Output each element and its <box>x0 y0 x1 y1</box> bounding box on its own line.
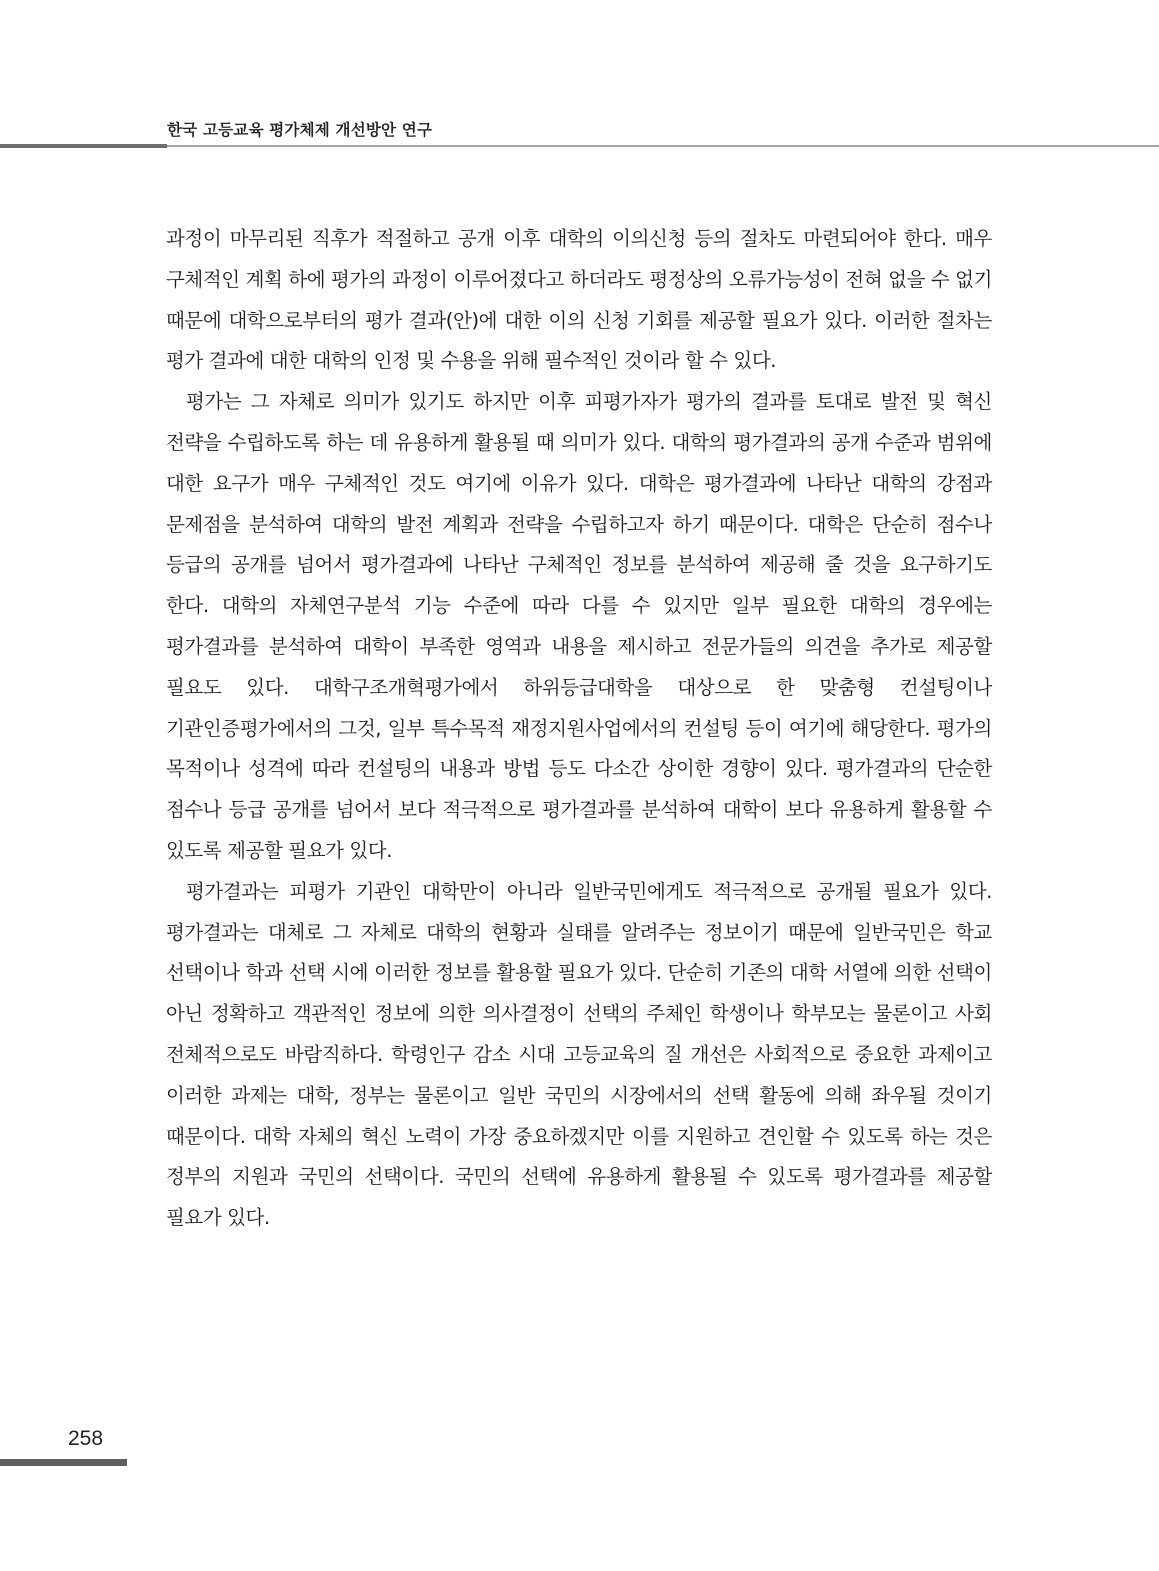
header-rule-accent <box>0 144 167 148</box>
body-text <box>166 219 992 1239</box>
footer-rule <box>0 1459 127 1466</box>
header-rule <box>167 145 1159 147</box>
page-number: 258 <box>68 1427 104 1450</box>
paragraph-1: 과정이 마무리된 직후가 적절하고 공개 이후 대학의 이의신청 등의 절차도 마련되어야 한다. 매우 구체적인 계획 하에 평가의 과정이 이루어졌다고 하더라도 평정상의 오류가능성이 전혀 없을 수 없기 때문에 대학으로부터의 평가 결과(안)에 대한 이의 신청 기회를 제공할 필요가 있다. 이러한 절차는 평가 결과에 대한 대학의 인정 및 수용을 위해 필수적인 것이라 할 수 있다. <box>166 227 992 373</box>
running-header-title: 한국 고등교육 평가체제 개선방안 연구 <box>167 121 433 139</box>
paragraph-2: 평가는 그 자체로 의미가 있기도 하지만 이후 피평가자가 평가의 결과를 토대로 발전 및 혁신 전략을 수립하도록 하는 데 유용하게 활용될 때 의미가 있다. 대학의 평가결과의 공개 수준과 범위에 대한 요구가 매우 구체적인 것도 여기에 이유가 있다. 대학은 평가결과에 나타난 대학의 강점과 문제점을 분석하여 대학의 발전 계획과 전략을 수립하고자 하기 때문이다. 대학은 단순히 점수나 등급의 공개를 넘어서 평가결과에 나타난 구체적인 정보를 분석하여 제공해 줄 것을 요구하기도 한다. 대학의 자체연구분석 기능 수준에 따라 다를 수 있지만 일부 필요한 대학의 경우에는 평가결과를 분석하여 대학이 부족한 영역과 내용을 제시하고 전문가들의 의견을 추가로 제공할 필요도 있다. 대학구조개혁평가에서 하위등급대학을 대상으로 한 맞춤형 컨설팅이나 기관인증평가에서의 그것, 일부 특수목적 재정지원사업에서의 컨설팅 등이 여기에 해당한다. 평가의 목적이나 성격에 따라 컨설팅의 내용과 방법 등도 다소간 상이한 경향이 있다. 평가결과의 단순한 점수나 등급 공개를 넘어서 보다 적극적으로 평가결과를 분석하여 대학이 보다 유용하게 활용할 수 있도록 제공할 필요가 있다. <box>166 390 992 862</box>
paragraph-3: 평가결과는 피평가 기관인 대학만이 아니라 일반국민에게도 적극적으로 공개될 필요가 있다. 평가결과는 대체로 그 자체로 대학의 현황과 실태를 알려주는 정보이기 때문에 일반국민은 학교 선택이나 학과 선택 시에 이러한 정보를 활용할 필요가 있다. 단순히 기존의 대학 서열에 의한 선택이 아닌 정확하고 객관적인 정보에 의한 의사결정이 선택의 주체인 학생이나 학부모는 물론이고 사회 전체적으로도 바람직하다. 학령인구 감소 시대 고등교육의 질 개선은 사회적으로 중요한 과제이고 이러한 과제는 대학, 정부는 물론이고 일반 국민의 시장에서의 선택 활동에 의해 좌우될 것이기 때문이다. 대학 자체의 혁신 노력이 가장 중요하겠지만 이를 지원하고 견인할 수 있도록 하는 것은 정부의 지원과 국민의 선택이다. 국민의 선택에 유용하게 활용될 수 있도록 평가결과를 제공할 필요가 있다. <box>166 879 992 1230</box>
